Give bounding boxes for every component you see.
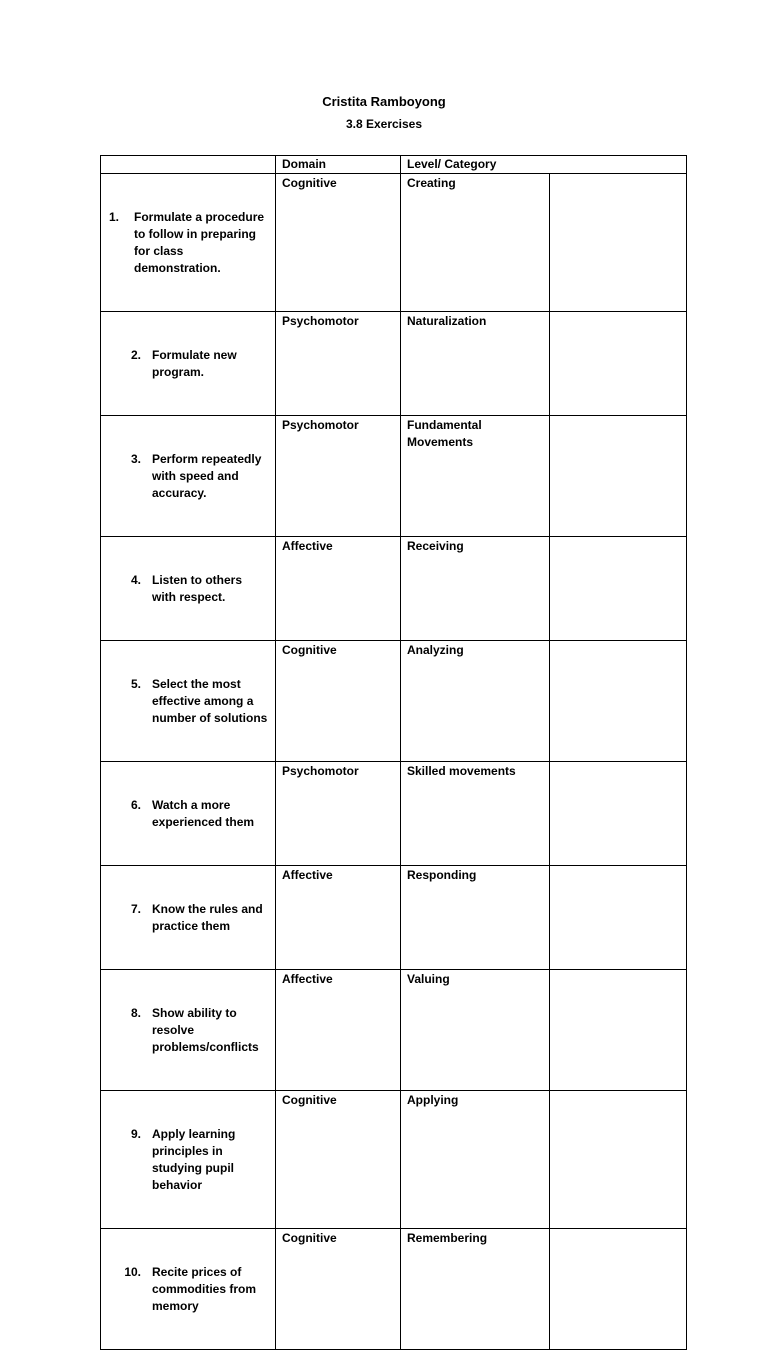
domain-cell: Cognitive bbox=[276, 174, 401, 312]
domain-cell: Cognitive bbox=[276, 1229, 401, 1350]
objective-number: 6. bbox=[130, 798, 141, 812]
objective-cell bbox=[101, 866, 276, 970]
objective-number: 7. bbox=[130, 902, 141, 916]
objective-number: 4. bbox=[130, 573, 141, 587]
objective-number: 2. bbox=[130, 348, 141, 362]
objective-number: 8. bbox=[130, 1006, 141, 1020]
level-cell: Analyzing bbox=[401, 641, 550, 762]
document-author: Cristita Ramboyong bbox=[322, 94, 446, 109]
objective-item bbox=[101, 676, 275, 727]
blank-cell bbox=[550, 641, 687, 762]
blank-cell bbox=[550, 762, 687, 866]
table-header-row bbox=[101, 156, 687, 174]
table-row bbox=[101, 174, 687, 312]
objective-text: Show ability to resolve problems/conflicts bbox=[152, 1006, 259, 1054]
objective-cell bbox=[101, 1229, 276, 1350]
blank-cell bbox=[550, 312, 687, 416]
objective-text: Formulate new program. bbox=[152, 348, 237, 379]
objective-cell bbox=[101, 174, 276, 312]
level-cell: Receiving bbox=[401, 537, 550, 641]
objective-cell bbox=[101, 1091, 276, 1229]
objective-cell bbox=[101, 537, 276, 641]
blank-cell bbox=[550, 1091, 687, 1229]
objective-cell bbox=[101, 416, 276, 537]
blank-cell bbox=[550, 970, 687, 1091]
table-row bbox=[101, 1091, 687, 1229]
header-level-category: Level/ Category bbox=[401, 156, 687, 174]
blank-cell bbox=[550, 1229, 687, 1350]
domain-cell: Psychomotor bbox=[276, 762, 401, 866]
level-cell: Remembering bbox=[401, 1229, 550, 1350]
objective-item bbox=[101, 1005, 275, 1056]
objective-item bbox=[101, 572, 275, 606]
level-cell: Responding bbox=[401, 866, 550, 970]
objective-number: 10. bbox=[124, 1265, 141, 1279]
objective-text: Watch a more experienced them bbox=[152, 798, 255, 829]
domain-cell: Affective bbox=[276, 866, 401, 970]
blank-cell bbox=[550, 537, 687, 641]
domain-cell: Cognitive bbox=[276, 641, 401, 762]
domain-cell: Psychomotor bbox=[276, 416, 401, 537]
objective-item bbox=[101, 209, 275, 277]
header-domain: Domain bbox=[276, 156, 401, 174]
objective-number: 5. bbox=[130, 677, 141, 691]
blank-cell bbox=[550, 174, 687, 312]
objective-cell bbox=[101, 762, 276, 866]
objective-number: 9. bbox=[130, 1127, 141, 1141]
objective-number: 3. bbox=[130, 452, 141, 466]
objective-cell bbox=[101, 970, 276, 1091]
table-row bbox=[101, 866, 687, 970]
domain-cell: Cognitive bbox=[276, 1091, 401, 1229]
level-cell: Naturalization bbox=[401, 312, 550, 416]
objective-item bbox=[101, 451, 275, 502]
level-cell: Creating bbox=[401, 174, 550, 312]
table-row bbox=[101, 970, 687, 1091]
exercise-table bbox=[100, 155, 687, 1350]
domain-cell: Affective bbox=[276, 537, 401, 641]
objective-number: 1. bbox=[109, 210, 120, 224]
level-cell: Valuing bbox=[401, 970, 550, 1091]
table-row bbox=[101, 762, 687, 866]
objective-item bbox=[101, 901, 275, 935]
objective-cell bbox=[101, 641, 276, 762]
table-row bbox=[101, 312, 687, 416]
level-cell: Skilled movements bbox=[401, 762, 550, 866]
document-title: 3.8 Exercises bbox=[345, 117, 423, 131]
objective-text: Know the rules and practice them bbox=[152, 902, 263, 933]
objective-text: Perform repeatedly with speed and accuracy. bbox=[152, 452, 262, 500]
objective-text: Apply learning principles in studying pupil behavior bbox=[152, 1127, 236, 1192]
domain-cell: Affective bbox=[276, 970, 401, 1091]
objective-cell bbox=[101, 312, 276, 416]
objective-text: Formulate a procedure to follow in preparing for class demonstration. bbox=[134, 210, 265, 275]
blank-cell bbox=[550, 866, 687, 970]
objective-text: Recite prices of commodities from memory bbox=[152, 1265, 257, 1313]
objective-item bbox=[101, 347, 275, 381]
objective-text: Select the most effective among a number of solutions bbox=[152, 677, 268, 725]
table-row bbox=[101, 416, 687, 537]
table-row bbox=[101, 537, 687, 641]
objective-item bbox=[101, 1126, 275, 1194]
table-row bbox=[101, 641, 687, 762]
blank-cell bbox=[550, 416, 687, 537]
level-cell: Fundamental Movements bbox=[401, 416, 550, 537]
objective-item bbox=[101, 797, 275, 831]
objective-text: Listen to others with respect. bbox=[152, 573, 243, 604]
domain-cell: Psychomotor bbox=[276, 312, 401, 416]
level-cell: Applying bbox=[401, 1091, 550, 1229]
objective-item bbox=[101, 1264, 275, 1315]
table-row bbox=[101, 1229, 687, 1350]
header-blank-cell bbox=[101, 156, 276, 174]
